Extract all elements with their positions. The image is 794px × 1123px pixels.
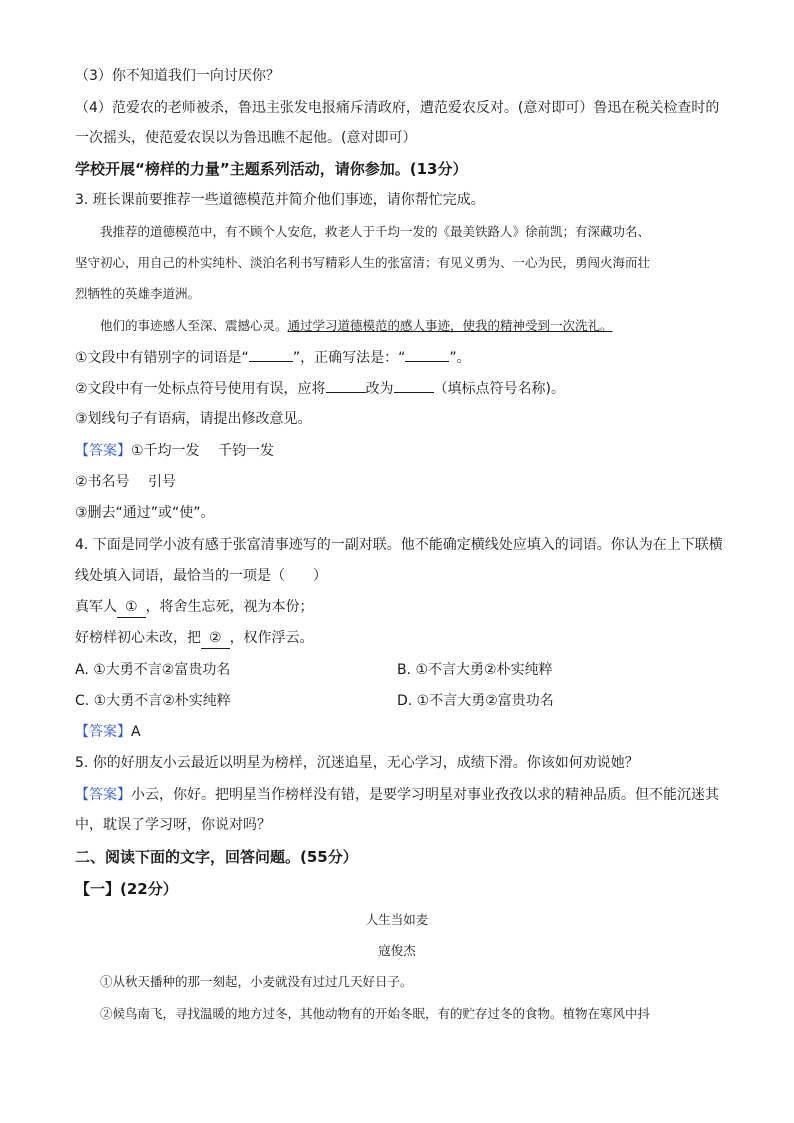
answer-tag: 【答案】 — [75, 443, 131, 459]
q5-answer-a — [75, 785, 719, 805]
q3-sub-1-blank-correct — [405, 347, 449, 362]
q4-option-d: D. ①不言大勇②富贵功名 — [397, 693, 554, 709]
q3-passage-line-2: 坚守初心，用自己的朴实纯朴、淡泊名利书写精彩人生的张富清；有见义勇为、一心为民，勇闯火海而壮 — [75, 255, 651, 270]
q3-sub-2-text-a: ②文段中有一处标点符号使用有误，应将 — [75, 381, 326, 397]
q4-option-c: C. ①大勇不言②朴实纯粹 — [75, 693, 231, 709]
q4-option-a: A. ①大勇不言②富贵功名 — [75, 662, 231, 678]
q3-sub-1-text-b: ”，正确写法是：“ — [292, 350, 406, 366]
q3-sub-2-blank-to — [394, 378, 434, 393]
q4-option-b: B. ①不言大勇②朴实纯粹 — [397, 662, 553, 678]
q4-couplet-1-b: ，将舍生忘死，视为本份； — [145, 599, 314, 615]
article-para-2: ②候鸟南飞，寻找温暖的地方过冬，其他动物有的开始冬眠，有的贮存过冬的食物。植物在寒风中抖 — [100, 1006, 651, 1021]
q3-sub-2 — [75, 378, 565, 399]
section-activity-heading: 学校开展“榜样的力量”主题系列活动，请你参加。(13分） — [75, 160, 468, 178]
q3-answer-1 — [75, 441, 274, 461]
q3-passage-line-4 — [100, 316, 613, 336]
q3-sub-1-blank-wrong — [249, 347, 293, 362]
q4-stem-b: 线处填入词语，最恰当的一项是（ ） — [75, 568, 327, 584]
article-title: 人生当如麦 — [365, 912, 429, 927]
section-reading-heading: 二、阅读下面的文字，回答问题。(55分） — [75, 848, 358, 866]
reading-part-1-heading: 【一】(22分） — [75, 880, 178, 898]
q5-answer-b: 中，耽误了学习呀，你说对吗？ — [75, 817, 271, 833]
q3-passage-plain: 他们的事迹感人至深、震撼心灵。 — [100, 318, 288, 333]
q4-answer — [75, 722, 141, 742]
q4-answer-text: A — [131, 724, 141, 740]
q2-answer-line-4b: 一次摇头，使范爱农误以为鲁迅瞧不起他。(意对即可） — [75, 130, 417, 146]
q4-couplet-2-b: ，权作浮云。 — [229, 630, 314, 646]
q4-couplet-1-blank: ① — [117, 597, 146, 618]
q5-answer-a-text: 小云，你好。把明星当作榜样没有错，是要学习明星对事业孜孜以求的精神品质。但不能沉迷其 — [131, 787, 719, 803]
article-author: 寇俊杰 — [378, 943, 416, 958]
q3-answer-2: ②书名号 引号 — [75, 474, 177, 490]
q3-answer-3: ③删去“通过”或“使”。 — [75, 505, 215, 521]
q3-sub-2-blank-from — [326, 378, 366, 393]
q3-sub-2-text-c: （填标点符号名称)。 — [433, 381, 566, 397]
q3-sub-3: ③划线句子有语病，请提出修改意见。 — [75, 411, 312, 427]
q3-sub-1-text-a: ①文段中有错别字的词语是“ — [75, 350, 249, 366]
q3-stem: 3. 班长课前要推荐一些道德模范并简介他们事迹，请你帮忙完成。 — [75, 192, 485, 208]
q4-couplet-2-blank: ② — [201, 628, 230, 649]
q2-answer-line-3: （3）你不知道我们一向讨厌你？ — [75, 68, 280, 84]
q5-stem: 5. 你的好朋友小云最近以明星为榜样，沉迷追星，无心学习，成绩下滑。你该如何劝说她？ — [75, 755, 639, 771]
q3-sub-1-text-c: ”。 — [449, 350, 471, 366]
q4-couplet-2 — [75, 628, 314, 649]
q3-passage-line-3: 烈牺牲的英雄李道洲。 — [75, 286, 201, 301]
q3-sub-2-text-b: 改为 — [365, 381, 394, 397]
q3-underlined-sentence: 通过学习道德模范的感人事迹，使我的精神受到一次洗礼。 — [287, 318, 613, 333]
answer-tag: 【答案】 — [75, 787, 131, 803]
q4-stem-a: 4. 下面是同学小波有感于张富清事迹写的一副对联。他不能确定横线处应填入的词语。你认为在上下联横 — [75, 537, 723, 553]
q3-sub-1 — [75, 347, 471, 368]
q3-passage-line-1: 我推荐的道德模范中，有不顾个人安危，救老人于千均一发的《最美铁路人》徐前凯；有深藏功名、 — [100, 224, 651, 239]
q4-couplet-1-a: 真军人 — [75, 599, 117, 615]
answer-tag: 【答案】 — [75, 724, 131, 740]
q2-answer-line-4a: （4）范爱农的老师被杀，鲁迅主张发电报痛斥清政府，遭范爱农反对。(意对即可）鲁迅在税关检查时的 — [75, 100, 720, 116]
q4-couplet-2-a: 好榜样初心未改，把 — [75, 630, 201, 646]
q4-couplet-1 — [75, 597, 314, 618]
q3-answer-1-text: ①千均一发 千钧一发 — [131, 443, 275, 459]
article-para-1: ①从秋天播种的那一刻起，小麦就没有过过几天好日子。 — [100, 974, 413, 989]
